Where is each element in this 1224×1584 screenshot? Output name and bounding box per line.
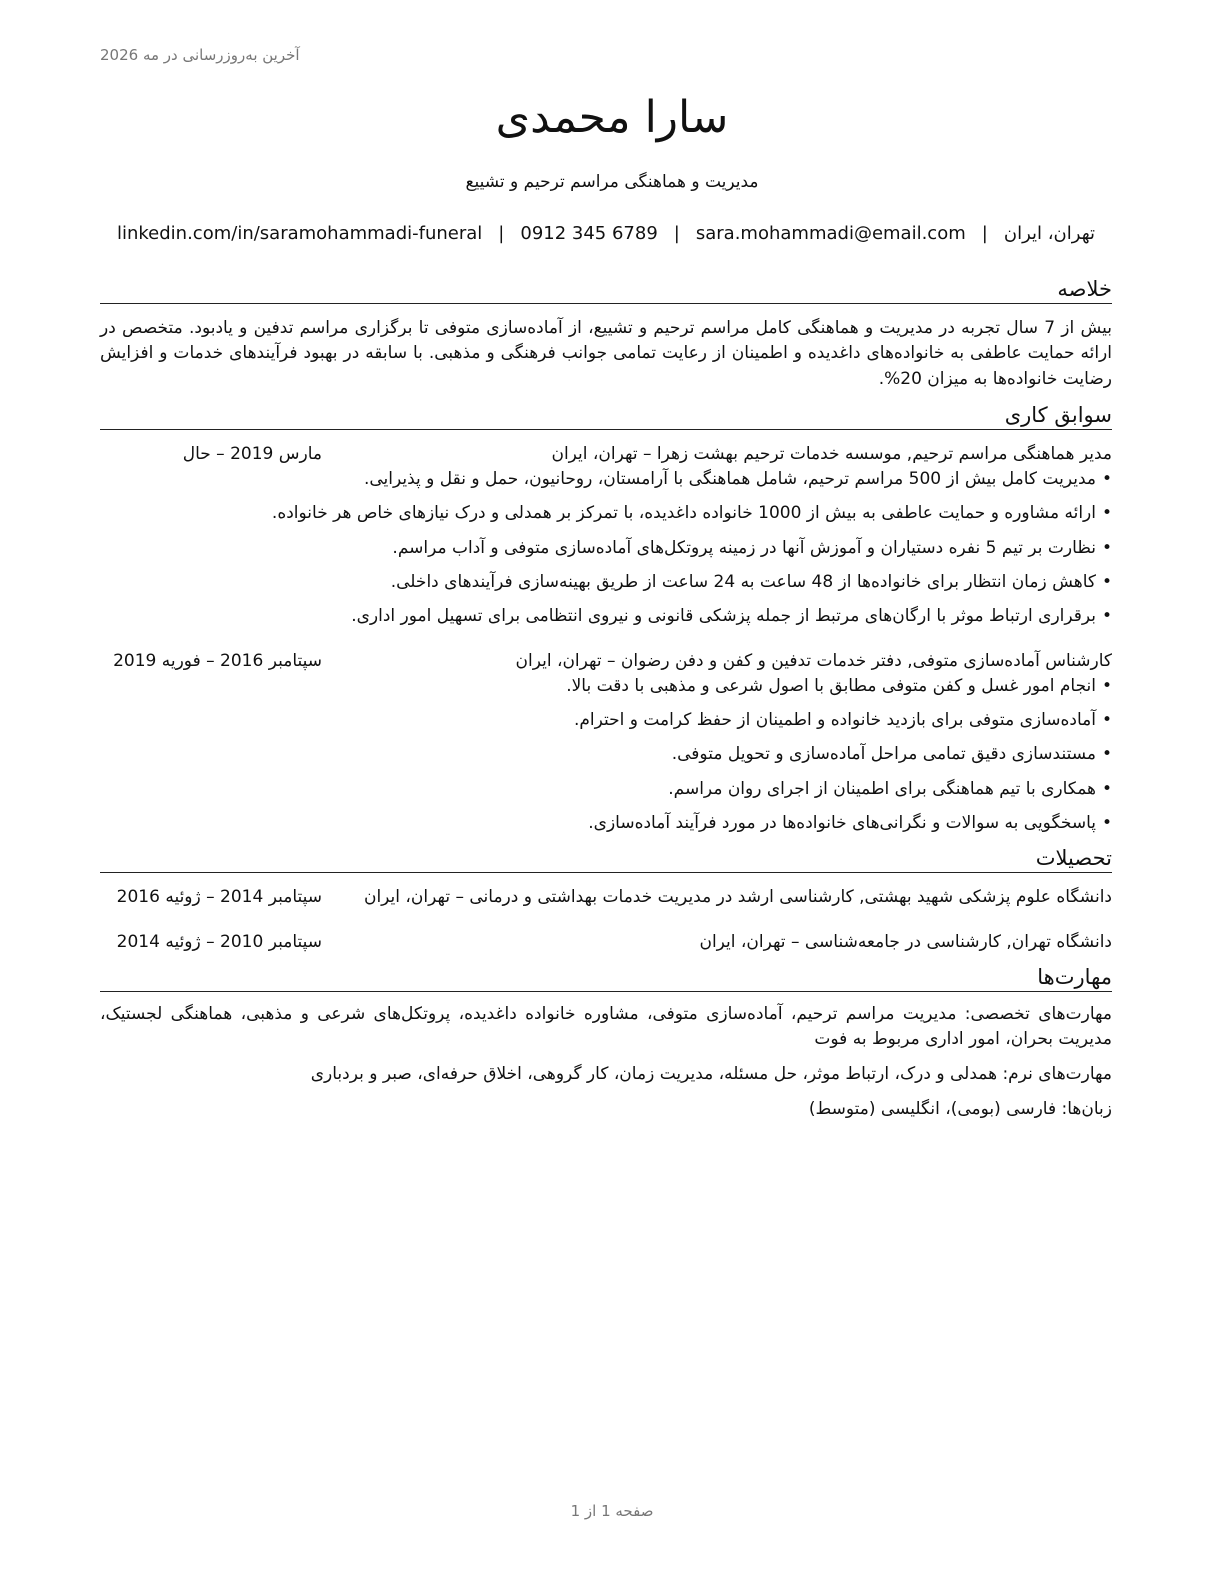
education-entry xyxy=(100,930,1112,955)
job-bullet: • مدیریت کامل بیش از 500 مراسم ترحیم، شامل هماهنگی با آرامستان، روحانیون، حمل و نقل و پذیرایی. xyxy=(100,467,1112,492)
job-header xyxy=(100,442,1112,467)
person-name: سارا محمدی xyxy=(495,92,729,143)
skills-section xyxy=(100,964,1112,1123)
job-bullet: • برقراری ارتباط موثر با ارگان‌های مرتبط از جمله پزشکی قانونی و نیروی انتظامی برای تسهیل امور اداری. xyxy=(100,604,1112,629)
job-title: مدیر هماهنگی مراسم ترحیم, موسسه خدمات ترحیم بهشت زهرا – تهران، ایران xyxy=(551,444,1112,465)
contact-email[interactable]: sara.mohammadi@email.com xyxy=(695,223,966,244)
section-title-skills: مهارت‌ها xyxy=(100,964,1112,992)
education-title: دانشگاه علوم پزشکی شهید بهشتی, کارشناسی ارشد در مدیریت خدمات بهداشتی و درمانی – تهران، ایران xyxy=(363,887,1112,908)
contact-separator: | xyxy=(673,223,680,244)
job-bullet: • ارائه مشاوره و حمایت عاطفی به بیش از 1000 خانواده داغدیده، با تمرکز بر همدلی و درک نیازهای خاص هر خانواده. xyxy=(100,501,1112,526)
job-bullet: • انجام امور غسل و کفن متوفی مطابق با اصول شرعی و مذهبی با دقت بالا. xyxy=(100,674,1112,699)
summary-section xyxy=(100,276,1112,392)
education-section xyxy=(100,845,1112,956)
job-entry xyxy=(100,649,1112,836)
job-bullet: • همکاری با تیم هماهنگی برای اطمینان از اجرای روان مراسم. xyxy=(100,777,1112,802)
job-date: مارس 2019 – حال xyxy=(182,444,322,465)
job-bullet: • مستندسازی دقیق تمامی مراحل آماده‌سازی و تحویل متوفی. xyxy=(100,742,1112,767)
last-updated-note: آخرین به‌روزرسانی در مه 2026 xyxy=(100,46,300,64)
contact-line xyxy=(100,223,1112,244)
resume-content xyxy=(100,276,1112,1122)
education-date: سپتامبر 2014 – ژوئیه 2016 xyxy=(116,887,322,908)
contact-phone: 0912 345 6789 xyxy=(520,223,658,244)
section-title-summary: خلاصه xyxy=(100,276,1112,304)
job-bullet: • پاسخگویی به سوالات و نگرانی‌های خانواده‌ها در مورد فرآیند آماده‌سازی. xyxy=(100,811,1112,836)
education-entry xyxy=(100,885,1112,910)
job-entry xyxy=(100,442,1112,629)
skills-line: زبان‌ها: فارسی (بومی)، انگلیسی (متوسط) xyxy=(808,1099,1112,1120)
section-title-education: تحصیلات xyxy=(100,845,1112,873)
contact-separator: | xyxy=(981,223,988,244)
job-title: کارشناس آماده‌سازی متوفی, دفتر خدمات تدفین و کفن و دفن رضوان – تهران، ایران xyxy=(515,651,1112,671)
job-bullets xyxy=(100,467,1112,629)
education-date: سپتامبر 2010 – ژوئیه 2014 xyxy=(116,932,322,953)
section-title-experience: سوابق کاری xyxy=(100,402,1112,430)
job-header xyxy=(100,649,1112,674)
job-bullets xyxy=(100,674,1112,836)
contact-linkedin[interactable]: linkedin.com/in/saramohammadi-funeral xyxy=(116,223,483,244)
skills-line: مهارت‌های تخصصی: مدیریت مراسم ترحیم، آماده‌سازی متوفی، مشاوره خانواده داغدیده، پروتکل‌های شرعی و مذهبی، هماهنگی لجستیک، مدیریت بحران، امور اداری مربوط به فوت xyxy=(100,1003,1112,1049)
summary-text: بیش از 7 سال تجربه در مدیریت و هماهنگی کامل مراسم ترحیم و تشییع، از آماده‌سازی متوفی تا برگزاری مراسم تدفین و یادبود. متخصص در ارائه حمایت عاطفی به خانواده‌های داغدیده و اطمینان از رعایت تمامی جوانب فرهنگی و مذهبی. با سابقه در بهبود فرآیندهای خدمات و افزایش رضایت خانواده‌ها به میزان 20%. xyxy=(100,318,1112,389)
job-bullet: • کاهش زمان انتظار برای خانواده‌ها از 48 ساعت به 24 ساعت از طریق بهینه‌سازی فرآیندهای داخلی. xyxy=(100,570,1112,595)
page-number: صفحه 1 از 1 xyxy=(570,1502,654,1520)
job-bullet: • آماده‌سازی متوفی برای بازدید خانواده و اطمینان از حفظ کرامت و احترام. xyxy=(100,708,1112,733)
job-bullet: • نظارت بر تیم 5 نفره دستیاران و آموزش آنها در زمینه پروتکل‌های آماده‌سازی متوفی و آداب مراسم. xyxy=(100,536,1112,561)
contact-location: تهران، ایران xyxy=(1003,223,1095,244)
job-date: سپتامبر 2016 – فوریه 2019 xyxy=(113,651,322,671)
contact-separator: | xyxy=(498,223,505,244)
experience-section xyxy=(100,402,1112,836)
education-title: دانشگاه تهران, کارشناسی در جامعه‌شناسی – تهران، ایران xyxy=(699,932,1112,953)
skills-line: مهارت‌های نرم: همدلی و درک، ارتباط موثر، حل مسئله، مدیریت زمان، کار گروهی، اخلاق حرفه‌ای، صبر و بردباری xyxy=(310,1064,1112,1085)
headline: مدیریت و هماهنگی مراسم ترحیم و تشییع xyxy=(465,172,759,192)
